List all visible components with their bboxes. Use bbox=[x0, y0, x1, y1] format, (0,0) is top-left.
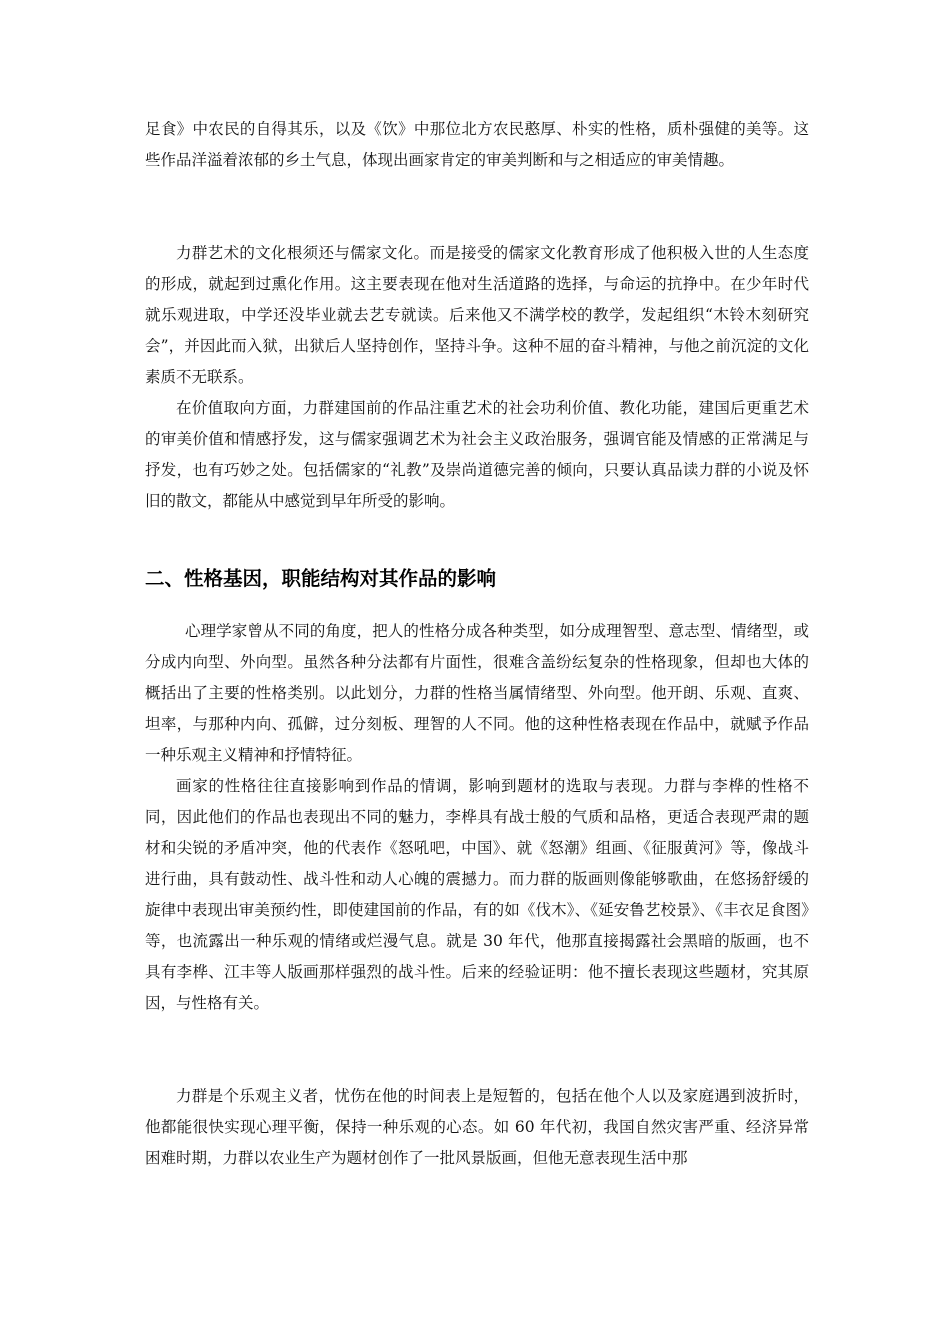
paragraph-personality-types: 心理学家曾从不同的角度，把人的性格分成各种类型，如分成理智型、意志型、情绪型，或分成内向型、外向型。虽然各种分法都有片面性，很难含盖纷纭复杂的性格现象，但却也大体的概括出了主要的性格类别。以此划分，力群的性格当属情绪型、外向型。他开朗、乐观、直爽、坦率，与那种内向、孤僻，过分刻板、理智的人不同。他的这种性格表现在作品中，就赋予作品一种乐观主义精神和抒情特征。 bbox=[145, 622, 809, 764]
paragraph-personality-influence: 画家的性格往往直接影响到作品的情调，影响到题材的选取与表现。力群与李桦的性格不同，因此他们的作品也表现出不同的魅力，李桦具有战士般的气质和品格，更适合表现严肃的题材和尖锐的矛盾冲突，他的代表作《怒吼吧，中国》、就《怒潮》组画、《征服黄河》等，像战斗进行曲，具有鼓动性、战斗性和动人心魄的震撼力。而力群的版画则像能够歌曲，在悠扬舒缓的旋律中表现出审美预约性，即使建国前的作品，有的如《伐木》、《延安鲁艺校景》、《丰衣足食图》等，也流露出一种乐观的情绪或烂漫气息。就是 30 年代，他那直接揭露社会黑暗的版画，也不具有李桦、江丰等人版画那样强烈的战斗性。后来的经验证明：他不擅长表现这些题材，究其原因，与性格有关。 bbox=[145, 777, 809, 1012]
paragraph-confucian-roots: 力群艺术的文化根须还与儒家文化。而是接受的儒家文化教育形成了他积极入世的人生态度的形成，就起到过熏化作用。这主要表现在他对生活道路的选择，与命运的抗挣中。在少年时代就乐观进取，中学还没毕业就去艺专就读。后来他又不满学校的教学，发起组织“木铃木刻研究会”，并因此而入狱，出狱后人坚持创作，坚持斗争。这种不屈的奋斗精神，与他之前沉淀的文化素质不无联系。 bbox=[145, 244, 809, 386]
paragraph-optimist: 力群是个乐观主义者，忧伤在他的时间表上是短暂的，包括在他个人以及家庭遇到波折时，他都能很快实现心理平衡，保持一种乐观的心态。如 60 年代初，我国自然灾害严重、经济异常困难时期，力群以农业生产为题材创作了一批风景版画，但他无意表现生活中那 bbox=[145, 1087, 809, 1167]
section-heading: 二、性格基因，职能结构对其作品的影响 bbox=[145, 567, 497, 590]
paragraph-value-orientation: 在价值取向方面，力群建国前的作品注重艺术的社会功利价值、教化功能，建国后更重艺术的审美价值和情感抒发，这与儒家强调艺术为社会主义政治服务，强调官能及情感的正常满足与抒发，也有巧妙之处。包括儒家的“礼教”及崇尚道德完善的倾向，只要认真品读力群的小说及怀旧的散文，都能从中感觉到早年所受的影响。 bbox=[145, 399, 809, 510]
paragraph-continuation: 足食》中农民的自得其乐，以及《饮》中那位北方农民憨厚、朴实的性格，质朴强健的美等。这些作品洋溢着浓郁的乡土气息，体现出画家肯定的审美判断和与之相适应的审美情趣。 bbox=[145, 120, 809, 169]
